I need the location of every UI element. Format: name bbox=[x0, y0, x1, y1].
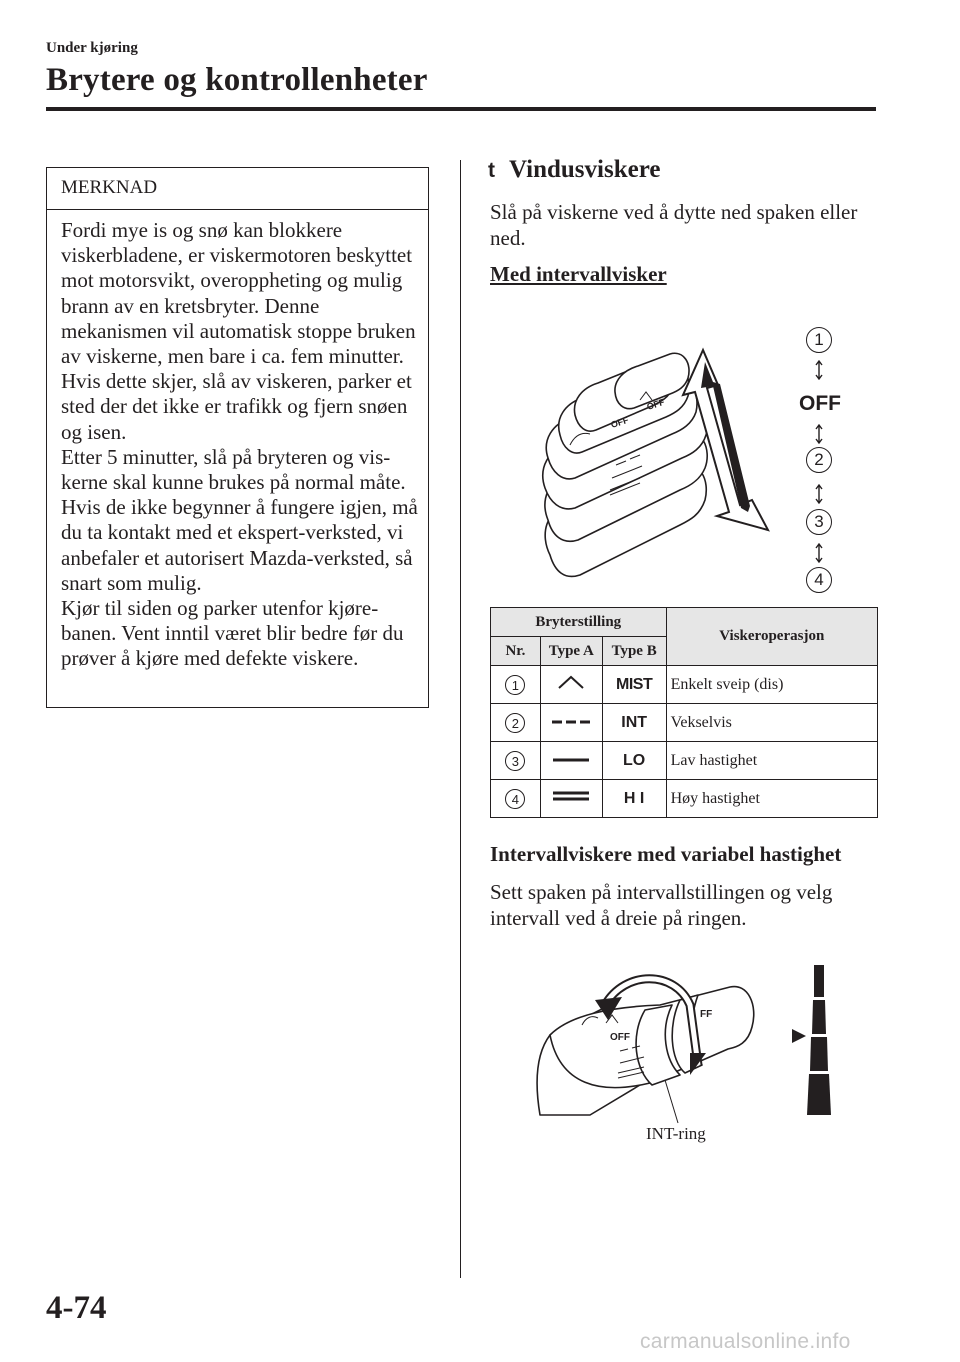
running-head: Under kjøring bbox=[46, 40, 138, 56]
position-off-label: OFF bbox=[799, 392, 841, 415]
note-paragraph: Hvis dette skjer, slå av viskeren, parker et sted der det ikke er trafikk og fjern snøen og isen. bbox=[61, 369, 412, 444]
int-ring-label: INT-ring bbox=[646, 1124, 706, 1143]
type-b-label: H I bbox=[602, 780, 666, 818]
subheading-variable-interval: Intervallviskere med variabel hastighet bbox=[490, 842, 842, 866]
position-number-4: 4 bbox=[806, 567, 832, 593]
note-heading: MERKNAD bbox=[47, 168, 428, 210]
dashed-line-icon bbox=[549, 717, 593, 727]
watermark-text: carmanualsonline.info bbox=[640, 1330, 851, 1353]
column-divider bbox=[460, 160, 461, 1278]
row-number: 2 bbox=[505, 713, 525, 733]
page-title: Brytere og kontrollenheter bbox=[46, 62, 428, 98]
operation-text: Enkelt sveip (dis) bbox=[666, 666, 877, 704]
table-row bbox=[491, 780, 878, 818]
operation-text: Høy hastighet bbox=[666, 780, 877, 818]
page-number: 4-74 bbox=[46, 1290, 107, 1326]
position-number-2: 2 bbox=[806, 447, 832, 473]
subheading-interval-wiper: Med intervallvisker bbox=[490, 262, 667, 286]
type-b-label: LO bbox=[602, 742, 666, 780]
section-title: Vindusviskere bbox=[509, 156, 661, 183]
interval-instructions: Sett spaken på intervallstillingen og velg intervall ved å dreie på ringen. bbox=[490, 880, 833, 930]
svg-text:OFF: OFF bbox=[609, 414, 630, 430]
svg-text:FF: FF bbox=[700, 1009, 713, 1020]
note-paragraph: Fordi mye is og snø kan blokkere viskerbladene, er viskermotoren beskyttet mot motorsvikt, overoppheting og mulig brann av en kretsbryter. Denne mekanismen vil automatisk stoppe bruken av viskerne, men bare i ca. fem minutter. bbox=[61, 218, 416, 369]
position-number-1: 1 bbox=[806, 327, 832, 353]
svg-text:OFF: OFF bbox=[645, 396, 666, 412]
note-body bbox=[47, 210, 428, 672]
operation-text: Vekselvis bbox=[666, 704, 877, 742]
mist-chevron-icon bbox=[551, 674, 591, 690]
operation-text: Lav hastighet bbox=[666, 742, 877, 780]
title-rule bbox=[46, 107, 876, 111]
section-heading bbox=[488, 156, 660, 184]
table-row bbox=[491, 704, 878, 742]
row-number: 1 bbox=[505, 675, 525, 695]
table-row bbox=[491, 742, 878, 780]
wiper-lever-illustration bbox=[520, 340, 780, 590]
table-header-type-b: Type B bbox=[602, 637, 666, 666]
table-header-nr: Nr. bbox=[491, 637, 541, 666]
svg-text:OFF: OFF bbox=[610, 1032, 630, 1043]
table-header-operation: Viskeroperasjon bbox=[666, 608, 877, 666]
position-connector bbox=[814, 484, 824, 504]
interval-speed-bar bbox=[790, 965, 840, 1117]
position-connector bbox=[814, 543, 824, 563]
position-number-3: 3 bbox=[806, 509, 832, 535]
section-intro: Slå på viskerne ved å dytte ned spaken eller ned. bbox=[490, 200, 858, 250]
single-line-icon bbox=[549, 755, 593, 765]
int-ring-illustration bbox=[530, 965, 770, 1125]
type-b-label: INT bbox=[602, 704, 666, 742]
type-b-label: MIST bbox=[602, 666, 666, 704]
table-row bbox=[491, 666, 878, 704]
row-number: 3 bbox=[505, 751, 525, 771]
note-paragraph: Etter 5 minutter, slå på bryteren og vis-kerne skal kunne brukes på normal måte. Hvis de ikke begynner å fungere igjen, må du ta kontakt med et ekspert-verksted, vi anbefaler et autorisert Mazda-verksted, så snart som mulig. bbox=[61, 444, 418, 595]
note-box bbox=[46, 167, 429, 708]
section-marker: t bbox=[488, 159, 495, 182]
position-connector bbox=[814, 360, 824, 380]
table-header-position: Bryterstilling bbox=[491, 608, 667, 637]
wiper-position-table bbox=[490, 607, 878, 818]
row-number: 4 bbox=[505, 789, 525, 809]
table-header-type-a: Type A bbox=[540, 637, 602, 666]
note-paragraph: Kjør til siden og parker utenfor kjøre-banen. Vent inntil været blir bedre før du prøver å kjøre med defekte viskere. bbox=[61, 596, 404, 671]
position-connector bbox=[814, 424, 824, 444]
double-line-icon bbox=[549, 789, 593, 803]
